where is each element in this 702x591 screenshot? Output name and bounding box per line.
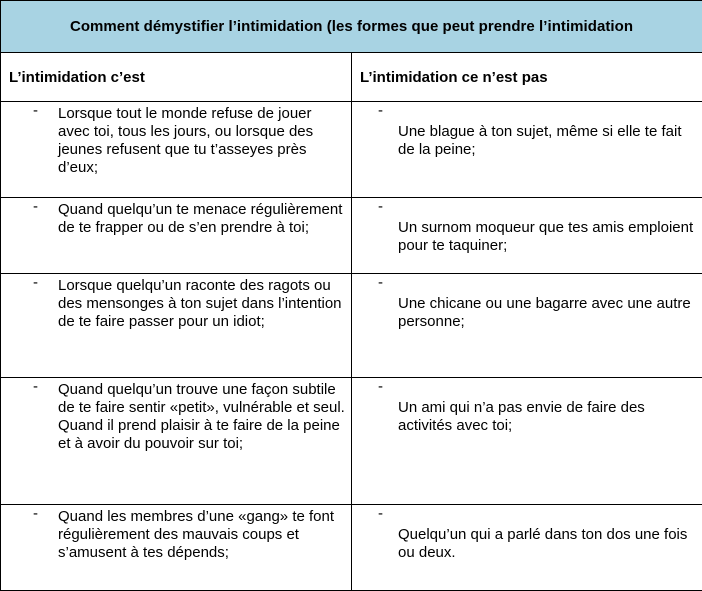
list-item xyxy=(1,274,351,331)
cell-is xyxy=(1,102,352,198)
list-item xyxy=(352,102,702,159)
bullet-dash: - xyxy=(378,198,383,216)
cell-is xyxy=(1,274,352,378)
list-item xyxy=(1,378,351,453)
item-text: Un surnom moqueur que tes amis emploient pour te taquiner; xyxy=(398,219,693,254)
bullet-dash: - xyxy=(33,378,38,396)
column-header-row xyxy=(1,53,702,102)
cell-is xyxy=(1,505,352,591)
table-row xyxy=(1,102,702,198)
list-item xyxy=(352,274,702,331)
list-item xyxy=(1,198,351,237)
item-text: Une blague à ton sujet, même si elle te fait de la peine; xyxy=(398,123,682,158)
cell-is-not xyxy=(352,102,702,198)
bullet-dash: - xyxy=(378,378,383,396)
list-item xyxy=(1,505,351,562)
item-text: Quand quelqu’un te menace régulièrement de te frapper ou de s’en prendre à toi; xyxy=(58,201,342,236)
cell-is-not xyxy=(352,198,702,274)
table-title: Comment démystifier l’intimidation (les formes que peut prendre l’intimidation xyxy=(1,1,702,53)
cell-is xyxy=(1,378,352,505)
item-text: Une chicane ou une bagarre avec une autre personne; xyxy=(398,295,691,330)
bullet-dash: - xyxy=(378,102,383,120)
item-text: Un ami qui n’a pas envie de faire des activités avec toi; xyxy=(398,399,645,434)
list-item xyxy=(352,198,702,255)
cell-is-not xyxy=(352,378,702,505)
title-row xyxy=(1,1,702,53)
item-text: Quelqu’un qui a parlé dans ton dos une fois ou deux. xyxy=(398,526,687,561)
item-text: Quand quelqu’un trouve une façon subtile de te faire sentir «petit», vulnérable et seul. Quand il prend plaisir à te faire de la peine et à avoir du pouvoir sur toi; xyxy=(58,381,345,452)
bullet-dash: - xyxy=(33,198,38,216)
list-item xyxy=(352,505,702,562)
bullet-dash: - xyxy=(33,505,38,523)
column-header-is: L’intimidation c’est xyxy=(1,53,352,102)
item-text: Lorsque tout le monde refuse de jouer avec toi, tous les jours, ou lorsque des jeunes refusent que tu t’asseyes près d’eux; xyxy=(58,105,313,176)
list-item xyxy=(352,378,702,435)
cell-is xyxy=(1,198,352,274)
item-text: Quand les membres d’une «gang» te font régulièrement des mauvais coups et s’amusent à tes dépends; xyxy=(58,508,334,561)
cell-is-not xyxy=(352,505,702,591)
list-item xyxy=(1,102,351,177)
table-row xyxy=(1,378,702,505)
table-row xyxy=(1,198,702,274)
bullet-dash: - xyxy=(378,505,383,523)
column-header-is-not: L’intimidation ce n’est pas xyxy=(352,53,702,102)
item-text: Lorsque quelqu’un raconte des ragots ou des mensonges à ton sujet dans l’intention de te faire passer pour un idiot; xyxy=(58,277,342,330)
bullet-dash: - xyxy=(33,274,38,292)
table-row xyxy=(1,274,702,378)
table-row xyxy=(1,505,702,591)
bullet-dash: - xyxy=(33,102,38,120)
bullet-dash: - xyxy=(378,274,383,292)
cell-is-not xyxy=(352,274,702,378)
